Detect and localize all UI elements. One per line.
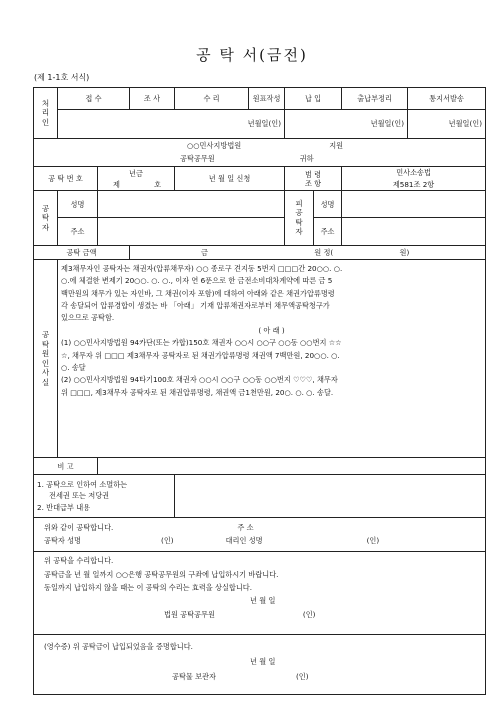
remarks-item-1: 1. 공탁으로 인하여 소멸하는 [37, 479, 128, 489]
reason-item-1-line: ☆, 채무자 위 □□□ 제3채무자 공탁자로 된 채권가압류명령 채권액 7백만원, 20○○. ○. [61, 350, 340, 360]
depositor-label: 공 탁 자 [34, 191, 58, 246]
year-label: 년금 [129, 168, 143, 178]
depositor-address-label: 주소 [58, 218, 98, 245]
applicant-name-label: 공탁자 성명 [44, 535, 82, 545]
agent-seal: (인) [366, 535, 380, 545]
amount-won-text: 원 정( [314, 247, 334, 257]
depositor-name-field[interactable] [98, 191, 285, 218]
depositor-address-field[interactable] [98, 218, 285, 245]
request-address-label: 주 소 [237, 523, 254, 533]
defendant-address-field[interactable] [342, 218, 486, 245]
remarks-field[interactable] [98, 458, 486, 475]
remarks-label: 비 고 [34, 458, 98, 475]
remarks-detail-field[interactable] [175, 475, 486, 517]
acceptance-warning: 동일까지 납입하지 않을 때는 이 공탁의 수리는 효력을 상실합니다. [44, 582, 253, 592]
receipt-seal: (인) [295, 672, 309, 682]
amount-won-close: 원) [399, 247, 410, 257]
reason-item-2-line: (2) ○○민사지방법원 94타기100호 채권자 ○○시 ○○구 ○○동 ○○번지 ♡♡♡, 채무자 [61, 375, 338, 385]
remarks-item-1-sub: 전세권 또는 저당권 [49, 491, 110, 501]
court-name: ○○민사지방법원 [187, 141, 242, 151]
agent-name-label: 대리인 성명 [225, 535, 263, 545]
acceptance-date: 년 월 일 [250, 596, 276, 606]
col-receipt: 접 수 [58, 88, 130, 110]
process-date-left: 년월일(인) [58, 110, 285, 138]
reason-subtitle: ( 아 래 ) [258, 325, 285, 335]
je-label: 제 [113, 179, 120, 189]
acceptance-statement: 위 공탁을 수리합니다. [44, 556, 114, 566]
applicant-seal: (인) [161, 535, 174, 545]
col-cashbook: 출납부정리 [342, 88, 408, 110]
law-article: 제581조 2항 [392, 180, 435, 189]
office-block [34, 138, 486, 166]
receipt-keeper: 공탁물 보관자 [172, 672, 216, 682]
ho-label: 호 [154, 179, 162, 189]
col-notice: 통지서발송 [408, 88, 486, 110]
officer-honorific: 귀하 [299, 154, 314, 164]
defendant-label: 피 공 탁 자 [285, 191, 314, 246]
amount-label: 공탁 금액 [34, 245, 130, 259]
deposit-number-field [98, 166, 175, 190]
reason-line: 제3채무자인 공탁자는 채권자(압류채무자) ○○ 종로구 견지동 5번지 □□□간 20○○. ○. [61, 263, 343, 273]
acceptance-officer: 법원 공탁공무원 [164, 609, 215, 619]
reason-item-2-line: 위 □□□, 제3채무자 공탁자로 된 채권압류명령, 채권액 금1천만원, 20○. ○. ○. 송달. [61, 387, 334, 397]
defendant-name-field[interactable] [342, 191, 486, 218]
receipt-block [34, 635, 486, 695]
process-date-mid: 년월일(인) [285, 110, 408, 138]
processing-side-label: 처 리 인 [34, 88, 58, 139]
remarks-item-2: 2. 반대급부 내용 [37, 502, 91, 512]
page-title: 공 탁 서(금전) [196, 46, 308, 64]
receipt-date: 년 월 일 [250, 657, 276, 667]
request-statement: 위와 같이 공탁합니다. [44, 523, 114, 533]
reason-line: 백만원의 채무가 있는 자인바, 그 채권(이자 포함)에 대하여 아래와 같은 채권가압류명령 [61, 288, 335, 298]
deposit-form-table [33, 87, 486, 695]
reason-content [58, 259, 486, 457]
defendant-name-label: 성명 [314, 191, 342, 218]
col-investigation: 조 사 [130, 88, 175, 110]
reason-line: ○.에 체결한 변제기 20○○. ○. ○., 이자 연 6푼으로 한 금전소비대차계약에 따른 금 5 [61, 276, 333, 286]
law-name: 민사소송법 [396, 168, 431, 177]
apply-date: 년 월 일 신청 [175, 166, 285, 190]
amount-field[interactable] [130, 245, 486, 259]
officer-label: 공탁공무원 [180, 154, 215, 164]
col-payment: 납 입 [285, 88, 342, 110]
acceptance-block [34, 552, 486, 635]
court-branch: 지원 [329, 141, 344, 151]
acceptance-seal: (인) [302, 609, 316, 619]
reason-item-1-line: (1) ○○민사지방법원 94카단(또는 카합)150호 채권자 ○○시 ○○구 ○○동 ○○번지 ☆☆ [61, 338, 342, 348]
request-block [34, 517, 486, 551]
deposit-number-label: 공 탁 번 호 [34, 166, 98, 190]
remarks-items [34, 475, 175, 517]
reason-line: 있으므로 공탁함. [61, 313, 115, 323]
defendant-address-label: 주소 [314, 218, 342, 245]
amount-won-unit: 금 [201, 247, 208, 257]
process-date-right: 년월일(인) [408, 110, 486, 138]
reason-line: 각 송달되어 압류경합이 생겼는 바 「아래」 기재 압류채권자로부터 채무액공탁청구가 [61, 301, 330, 311]
acceptance-instruction: 공탁금을 년 월 일까지 ○○은행 공탁공무원의 구좌에 납입하시기 바랍니다. [44, 569, 279, 579]
receipt-statement: (영수증) 위 공탁금이 납입되었음을 증명합니다. [44, 642, 193, 652]
reason-item-1-line: ○. 송달 [61, 362, 86, 372]
form-number: (제 1-1호 서식) [34, 73, 90, 82]
col-original-ledger: 원표작성 [249, 88, 285, 110]
col-acceptance: 수 리 [175, 88, 249, 110]
depositor-name-label: 성명 [58, 191, 98, 218]
law-article-value [342, 166, 486, 190]
law-article-label: 범 령 조 항 [285, 166, 342, 190]
reason-label: 공 탁 원 인 사 실 [34, 259, 58, 457]
